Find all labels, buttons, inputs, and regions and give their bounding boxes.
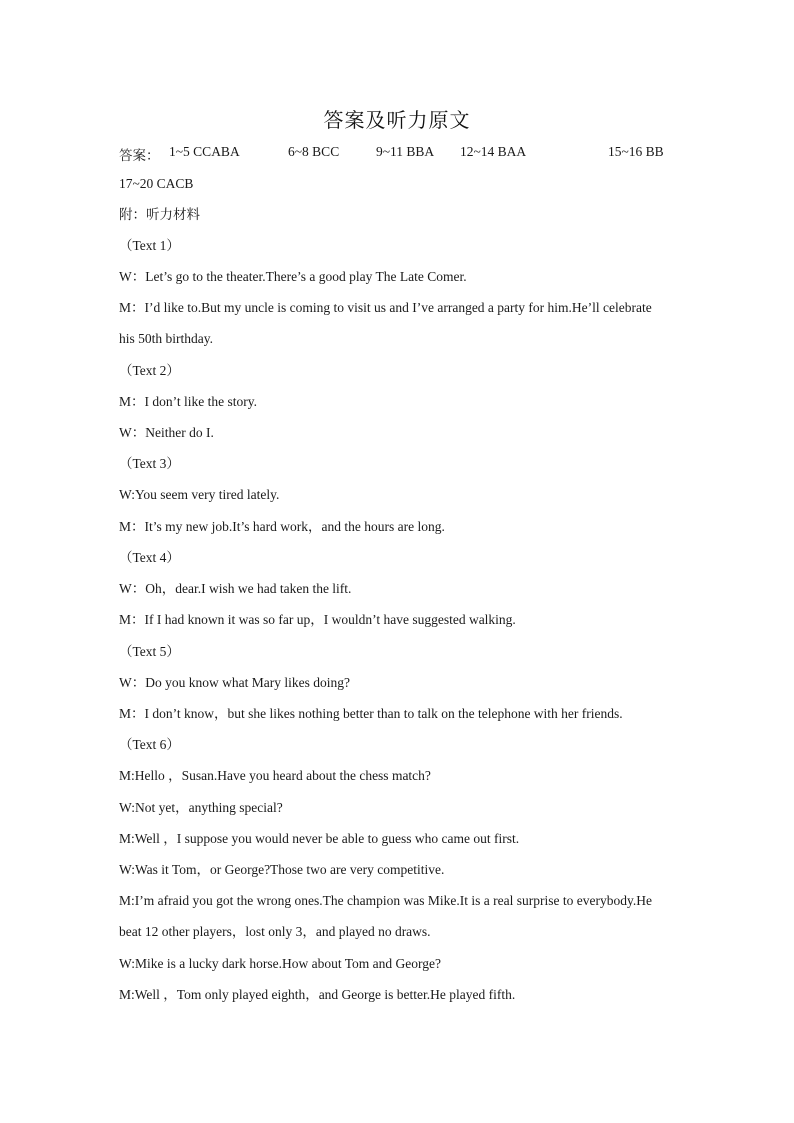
transcript-line: M：I’d like to.But my uncle is coming to visit us and I’ve arranged a party for him.He’ll celebrate	[119, 300, 652, 315]
transcript-line: W：Neither do I.	[119, 425, 214, 440]
answer-wrap-line: 17~20 CACB	[119, 176, 194, 191]
transcript-line: （Text 6）	[119, 737, 180, 752]
transcript-line: W:Not yet，anything special?	[119, 800, 283, 815]
transcript-line: M:Well ，Tom only played eighth，and George is better.He played fifth.	[119, 987, 516, 1002]
transcript-line: W:Was it Tom，or George?Those two are very competitive.	[119, 862, 445, 877]
transcript-line: M:Hello ，Susan.Have you heard about the chess match?	[119, 768, 431, 783]
transcript-line: M:I’m afraid you got the wrong ones.The champion was Mike.It is a real surprise to everybody.He	[119, 893, 652, 908]
transcript-line: （Text 2）	[119, 363, 180, 378]
transcript-line: W：Do you know what Mary likes doing?	[119, 675, 350, 690]
transcript-line: his 50th birthday.	[119, 331, 213, 346]
answer-group: 15~16 BB	[608, 144, 664, 159]
transcript-line: M：I don’t like the story.	[119, 394, 257, 409]
transcript-line: beat 12 other players，lost only 3，and played no draws.	[119, 924, 431, 939]
transcript-line: M：It’s my new job.It’s hard work，and the hours are long.	[119, 519, 445, 534]
page-title: 答案及听力原文	[323, 110, 471, 132]
answer-group: 6~8 BCC	[288, 144, 340, 159]
answer-group: 12~14 BAA	[460, 144, 527, 159]
answer-label: 答案：	[119, 148, 160, 163]
transcript-line: M：If I had known it was so far up，I wouldn’t have suggested walking.	[119, 612, 516, 627]
transcript-line: M:Well ，I suppose you would never be able to guess who came out first.	[119, 831, 520, 846]
answer-group: 1~5 CCABA	[169, 144, 240, 159]
transcript-line: W：Let’s go to the theater.There’s a good play The Late Comer.	[119, 269, 467, 284]
transcript-line: W：Oh，dear.I wish we had taken the lift.	[119, 581, 352, 596]
transcript-line: （Text 5）	[119, 644, 180, 659]
transcript-line: （Text 4）	[119, 550, 180, 565]
transcript-line: （Text 3）	[119, 456, 180, 471]
transcript-line: M：I don’t know，but she likes nothing better than to talk on the telephone with her friends.	[119, 706, 623, 721]
transcript-line: W:Mike is a lucky dark horse.How about Tom and George?	[119, 956, 441, 971]
appendix-label: 附：听力材料	[119, 207, 200, 222]
answer-group: 9~11 BBA	[376, 144, 435, 159]
answer-key-row	[119, 144, 679, 164]
transcript-line: （Text 1）	[119, 238, 180, 253]
transcript-line: W:You seem very tired lately.	[119, 487, 280, 502]
